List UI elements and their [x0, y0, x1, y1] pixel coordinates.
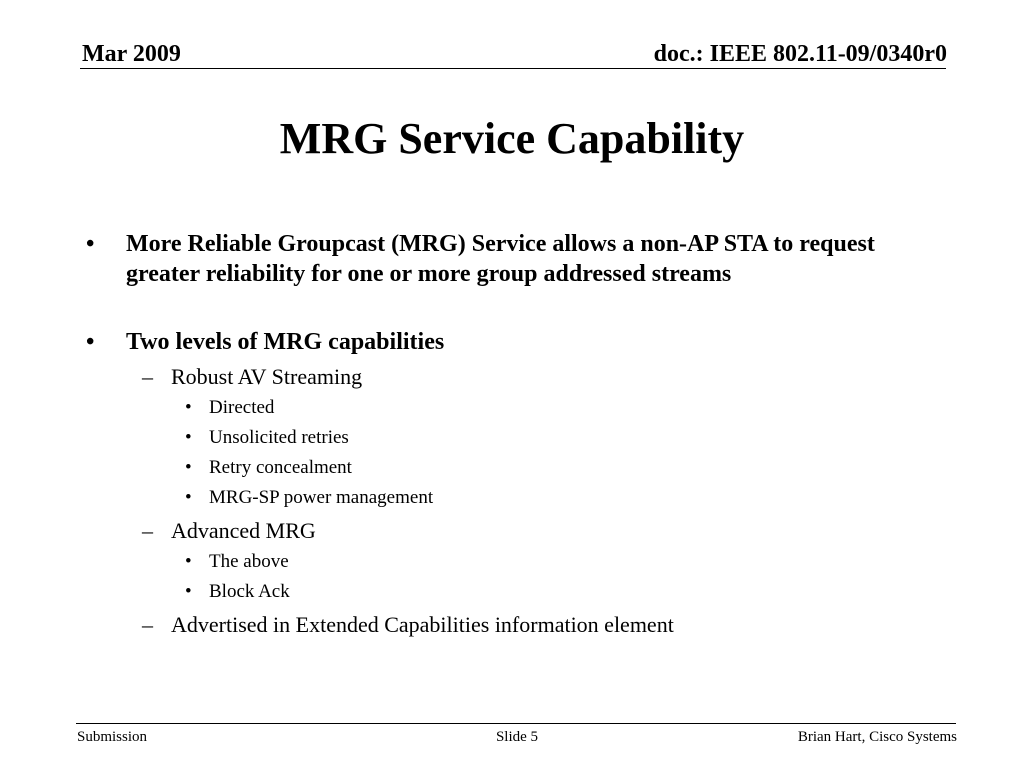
- sub-sub-bullet-text: Unsolicited retries: [209, 427, 349, 448]
- sub-sub-bullet-item: [185, 457, 909, 479]
- sub-sub-bullet-item: [185, 551, 909, 573]
- bullet-icon: •: [86, 329, 95, 355]
- sub-sub-bullet-item: [185, 427, 909, 449]
- sub-sub-bullet-text: The above: [209, 551, 289, 572]
- sub-bullet-text: Advertised in Extended Capabilities information element: [171, 612, 674, 637]
- header-doc-id: doc.: IEEE 802.11-09/0340r0: [653, 41, 947, 67]
- footer-submission: Submission: [77, 729, 148, 745]
- bullet-item: [86, 327, 926, 357]
- sub-sub-bullet-text: Retry concealment: [209, 457, 352, 478]
- sub-bullet-text: Advanced MRG: [171, 518, 316, 543]
- bullet-icon: •: [185, 397, 192, 418]
- sub-bullet-item: [142, 364, 931, 390]
- sub-sub-bullet-item: [185, 397, 909, 419]
- bullet-icon: •: [185, 487, 192, 508]
- bullet-text: More Reliable Groupcast (MRG) Service allows a non-AP STA to request greater reliability for one or more group addressed streams: [126, 231, 875, 287]
- dash-icon: –: [142, 612, 153, 637]
- slide-title: MRG Service Capability: [279, 114, 745, 163]
- bullet-icon: •: [86, 231, 95, 257]
- dash-icon: –: [142, 364, 153, 389]
- footer-slide-number: Slide 5: [495, 729, 539, 745]
- sub-sub-bullet-text: Block Ack: [209, 581, 290, 602]
- dash-icon: –: [142, 518, 153, 543]
- header-date: Mar 2009: [82, 41, 181, 67]
- bullet-icon: •: [185, 581, 192, 602]
- bullet-icon: •: [185, 427, 192, 448]
- footer-author: Brian Hart, Cisco Systems: [797, 729, 957, 745]
- sub-sub-bullet-text: Directed: [209, 397, 275, 418]
- bullet-item: [86, 229, 926, 289]
- sub-sub-bullet-item: [185, 487, 909, 509]
- bullet-icon: •: [185, 457, 192, 478]
- footer-divider: [76, 723, 956, 724]
- sub-sub-bullet-text: MRG-SP power management: [209, 487, 434, 508]
- sub-bullet-text: Robust AV Streaming: [171, 364, 363, 389]
- bullet-text: Two levels of MRG capabilities: [126, 329, 445, 355]
- sub-bullet-item: [142, 612, 931, 638]
- sub-bullet-item: [142, 518, 931, 544]
- bullet-icon: •: [185, 551, 192, 572]
- sub-sub-bullet-item: [185, 581, 909, 603]
